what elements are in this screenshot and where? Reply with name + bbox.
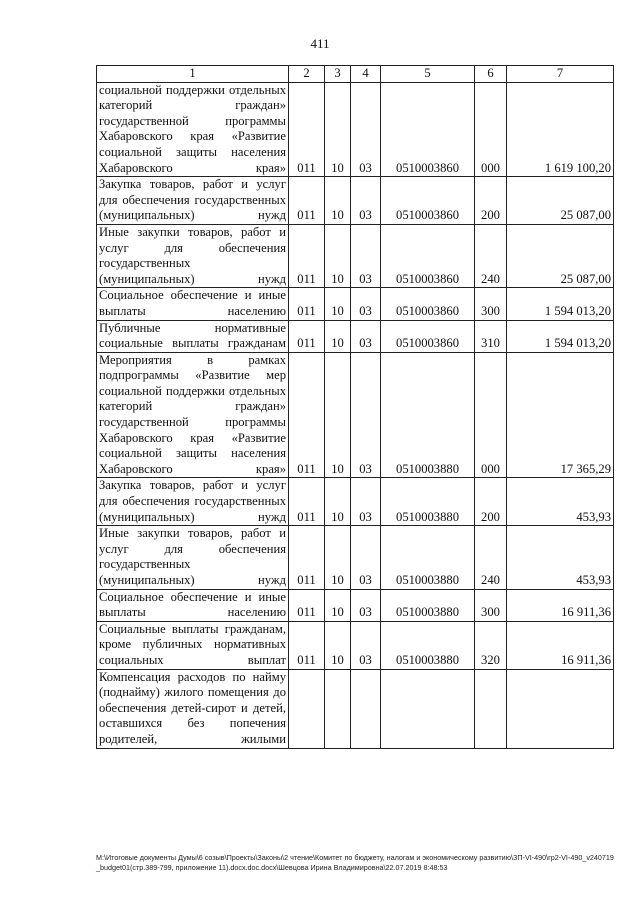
cell-target-article: 0510003880 [381, 621, 475, 669]
table-row [97, 288, 614, 320]
cell-amount: 453,93 [507, 526, 614, 589]
table-row [97, 526, 614, 589]
cell-section: 10 [325, 621, 351, 669]
cell-subsection [351, 669, 381, 748]
cell-expense-type: 000 [475, 82, 507, 177]
cell-section: 10 [325, 320, 351, 352]
cell-expense-type: 310 [475, 320, 507, 352]
cell-subsection: 03 [351, 82, 381, 177]
cell-admin-code: 011 [289, 288, 325, 320]
cell-target-article: 0510003860 [381, 320, 475, 352]
cell-section [325, 669, 351, 748]
cell-amount: 453,93 [507, 478, 614, 526]
cell-admin-code [289, 669, 325, 748]
row-name: Социальные выплаты гражданам, кроме публичных нормативных социальных выплат [97, 621, 289, 669]
cell-section: 10 [325, 589, 351, 621]
cell-expense-type: 200 [475, 478, 507, 526]
cell-admin-code: 011 [289, 621, 325, 669]
row-name: социальной поддержки отдельных категорий граждан» государственной программы Хабаровского края «Развитие социальной защиты населения Хабаровского края» [97, 82, 289, 177]
table-row [97, 177, 614, 225]
cell-target-article: 0510003860 [381, 82, 475, 177]
cell-section: 10 [325, 224, 351, 287]
cell-expense-type: 300 [475, 589, 507, 621]
cell-amount: 1 619 100,20 [507, 82, 614, 177]
table-row [97, 320, 614, 352]
cell-target-article: 0510003880 [381, 352, 475, 478]
cell-subsection: 03 [351, 478, 381, 526]
table-row [97, 352, 614, 478]
column-header: 1 [97, 66, 289, 83]
cell-subsection: 03 [351, 288, 381, 320]
column-header: 7 [507, 66, 614, 83]
column-header: 5 [381, 66, 475, 83]
cell-admin-code: 011 [289, 177, 325, 225]
column-header: 6 [475, 66, 507, 83]
table-row [97, 224, 614, 287]
row-name: Иные закупки товаров, работ и услуг для обеспечения государственных (муниципальных) нужд [97, 526, 289, 589]
table-row [97, 478, 614, 526]
cell-expense-type: 300 [475, 288, 507, 320]
cell-subsection: 03 [351, 526, 381, 589]
row-name: Закупка товаров, работ и услуг для обеспечения государственных (муниципальных) нужд [97, 177, 289, 225]
table-row [97, 621, 614, 669]
cell-subsection: 03 [351, 352, 381, 478]
cell-expense-type: 000 [475, 352, 507, 478]
column-header: 3 [325, 66, 351, 83]
column-header: 2 [289, 66, 325, 83]
cell-expense-type: 320 [475, 621, 507, 669]
page-number: 411 [310, 36, 330, 51]
table-row [97, 82, 614, 177]
cell-admin-code: 011 [289, 82, 325, 177]
cell-section: 10 [325, 478, 351, 526]
cell-admin-code: 011 [289, 478, 325, 526]
cell-amount: 17 365,29 [507, 352, 614, 478]
row-name: Компенсация расходов по найму (поднайму) жилого помещения до обеспечения детей-сирот и детей, оставшихся без попечения родителей, жилыми [97, 669, 289, 748]
cell-target-article: 0510003860 [381, 224, 475, 287]
cell-admin-code: 011 [289, 224, 325, 287]
cell-amount: 1 594 013,20 [507, 320, 614, 352]
table-row [97, 589, 614, 621]
cell-subsection: 03 [351, 224, 381, 287]
file-path-footer: M:\Итоговые документы Думы\6 созыв\Проекты\Законы\2 чтение\Комитет по бюджету, налогам и экономическому развитию\ЗП-VI-490\гр2-VI-490_v240719_budget01(стр.389-799, приложение 11).docx.doc.docx\Шевцова Ирина Владимировна\22.07.2019 8:48:53 [96, 853, 614, 872]
cell-target-article: 0510003880 [381, 589, 475, 621]
row-name: Социальное обеспечение и иные выплаты населению [97, 288, 289, 320]
cell-subsection: 03 [351, 320, 381, 352]
row-name: Закупка товаров, работ и услуг для обеспечения государственных (муниципальных) нужд [97, 478, 289, 526]
column-header: 4 [351, 66, 381, 83]
cell-subsection: 03 [351, 177, 381, 225]
cell-admin-code: 011 [289, 589, 325, 621]
cell-amount: 25 087,00 [507, 177, 614, 225]
cell-admin-code: 011 [289, 526, 325, 589]
cell-target-article: 0510003860 [381, 288, 475, 320]
table-row [97, 669, 614, 748]
cell-section: 10 [325, 82, 351, 177]
cell-amount: 1 594 013,20 [507, 288, 614, 320]
cell-section: 10 [325, 352, 351, 478]
row-name: Публичные нормативные социальные выплаты гражданам [97, 320, 289, 352]
cell-amount: 25 087,00 [507, 224, 614, 287]
cell-expense-type: 240 [475, 526, 507, 589]
cell-subsection: 03 [351, 621, 381, 669]
cell-target-article: 0510003880 [381, 526, 475, 589]
cell-section: 10 [325, 177, 351, 225]
row-name: Иные закупки товаров, работ и услуг для обеспечения государственных (муниципальных) нужд [97, 224, 289, 287]
cell-amount [507, 669, 614, 748]
row-name: Социальное обеспечение и иные выплаты населению [97, 589, 289, 621]
row-name: Мероприятия в рамках подпрограммы «Развитие мер социальной поддержки отдельных категорий граждан» государственной программы Хабаровского края «Развитие социальной защиты населения Хабаровского края» [97, 352, 289, 478]
cell-target-article: 0510003860 [381, 177, 475, 225]
cell-expense-type [475, 669, 507, 748]
budget-table [96, 65, 614, 749]
cell-amount: 16 911,36 [507, 621, 614, 669]
cell-target-article [381, 669, 475, 748]
cell-admin-code: 011 [289, 352, 325, 478]
cell-admin-code: 011 [289, 320, 325, 352]
cell-subsection: 03 [351, 589, 381, 621]
table-header-row [97, 66, 614, 83]
cell-expense-type: 240 [475, 224, 507, 287]
cell-expense-type: 200 [475, 177, 507, 225]
cell-section: 10 [325, 288, 351, 320]
cell-target-article: 0510003880 [381, 478, 475, 526]
cell-amount: 16 911,36 [507, 589, 614, 621]
cell-section: 10 [325, 526, 351, 589]
